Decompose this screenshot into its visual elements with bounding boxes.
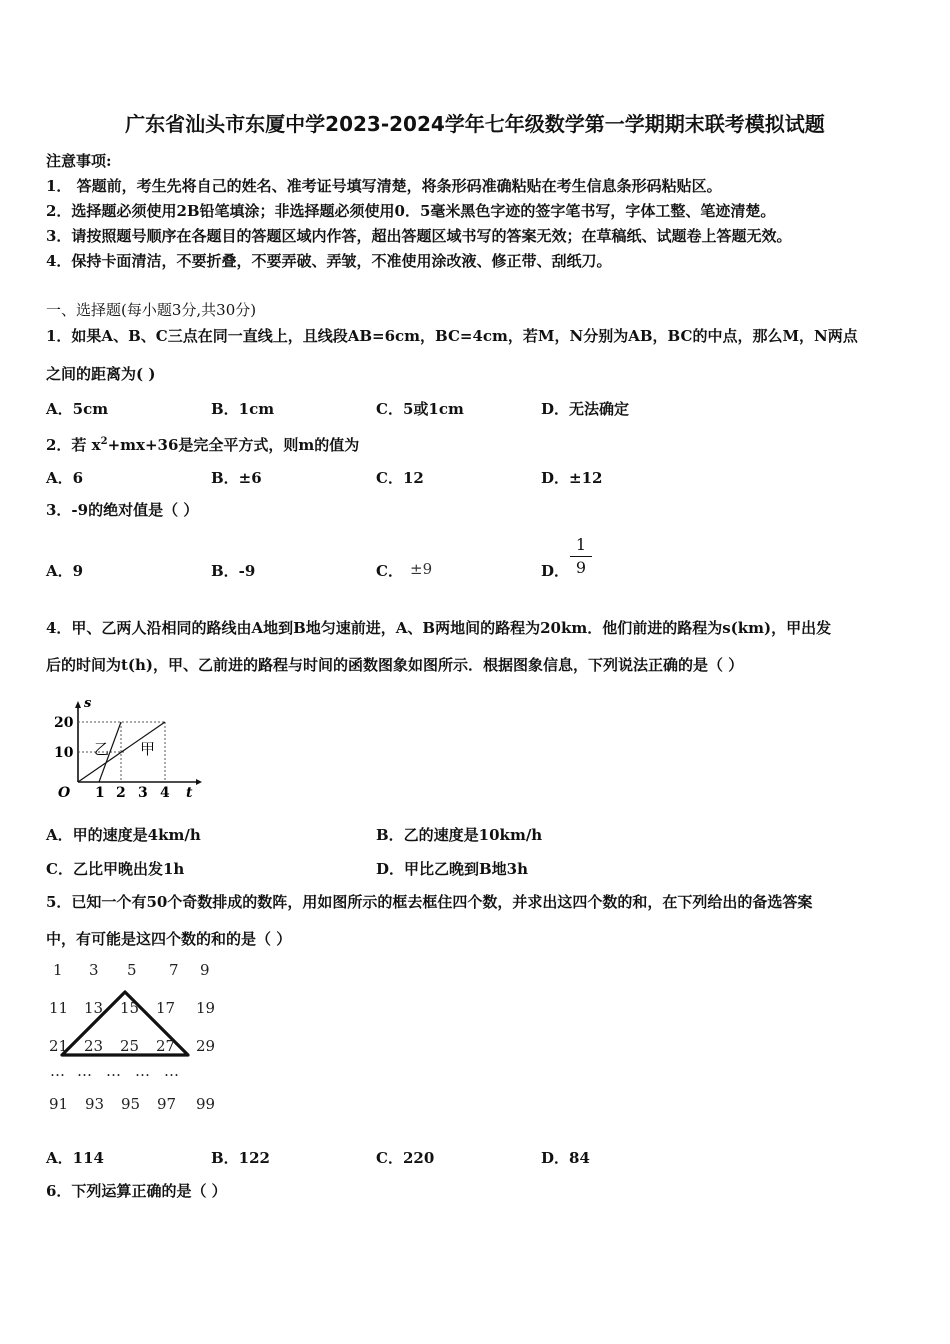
q5-stem-line2: 中，有可能是这四个数的和的是（ ） (46, 930, 292, 948)
origin-label: O (58, 785, 71, 801)
q4-graph (44, 695, 204, 805)
q4-option-c: C．乙比甲晚出发1h (46, 860, 185, 878)
grid-cell: … (77, 1062, 92, 1080)
line-label-jia: 甲 (140, 740, 156, 758)
grid-cell: 19 (196, 999, 216, 1017)
grid-cell: 93 (85, 1095, 105, 1113)
x-axis-arrow-icon (196, 779, 202, 785)
notice-item: 2．选择题必须使用2B铅笔填涂；非选择题必须使用0．5毫米黑色字迹的签字笔书写，字体工整、笔迹清楚。 (46, 202, 776, 220)
q3-option-c: C． (376, 562, 403, 580)
q5-stem-line1: 5．已知一个有50个奇数排成的数阵，用如图所示的框去框住四个数，并求出这四个数的和，在下列给出的备选答案 (46, 893, 813, 911)
q3-option-c-value: ±9 (410, 560, 433, 578)
grid-cell: 1 (53, 961, 63, 979)
q1-stem-line2: 之间的距离为( ) (46, 365, 156, 383)
grid-cell: 17 (156, 999, 176, 1017)
q1-option-d: D．无法确定 (541, 400, 630, 418)
notice-item: 1． 答题前，考生先将自己的姓名、准考证号填写清楚，将条形码准确粘贴在考生信息条形码粘贴区。 (46, 177, 722, 195)
grid-cell: 97 (157, 1095, 177, 1113)
q3-option-a: A．9 (46, 562, 84, 580)
grid-cell: 15 (120, 999, 140, 1017)
q4-option-a: A．甲的速度是4km/h (46, 826, 201, 844)
q2-stem-post: +mx+36是完全平方式，则m的值为 (107, 436, 360, 454)
q1-option-a: A．5cm (46, 400, 109, 418)
x-axis-label: t (186, 785, 193, 801)
fraction-denominator: 9 (575, 558, 587, 577)
q2-stem-pre: 2．若 x (46, 436, 101, 454)
y-tick-label: 20 (54, 715, 74, 731)
q2-option-b: B．±6 (211, 469, 262, 487)
triangle-frame (55, 988, 195, 1060)
grid-cell: 29 (196, 1037, 216, 1055)
grid-cell: … (135, 1062, 150, 1080)
grid-cell: … (106, 1062, 121, 1080)
x-tick-label: 3 (138, 785, 148, 801)
q4-stem-line1: 4．甲、乙两人沿相同的路线由A地到B地匀速前进，A、B两地间的路程为20km．他们前进的路程为s(km)，甲出发 (46, 619, 832, 637)
q5-option-a: A．114 (46, 1149, 104, 1167)
q4-option-d: D．甲比乙晚到B地3h (376, 860, 529, 878)
notice-heading: 注意事项: (46, 152, 112, 170)
q2-exponent: 2 (100, 436, 108, 447)
notice-item: 4．保持卡面清洁，不要折叠，不要弄破、弄皱，不准使用涂改液、修正带、刮纸刀。 (46, 252, 612, 270)
q2-stem (46, 432, 359, 455)
grid-cell: 5 (127, 961, 137, 979)
y-axis-arrow-icon (75, 701, 81, 708)
q2-option-d: D．±12 (541, 469, 603, 487)
section-heading: 一、选择题(每小题3分,共30分) (46, 301, 257, 319)
x-tick-label: 4 (160, 785, 170, 801)
grid-cell: 3 (89, 961, 99, 979)
grid-cell: 23 (84, 1037, 104, 1055)
notice-item: 3．请按照题号顺序在各题目的答题区域内作答，超出答题区域书写的答案无效；在草稿纸、试题卷上答题无效。 (46, 227, 792, 245)
q3-option-d-fraction (570, 534, 592, 579)
grid-cell: 99 (196, 1095, 216, 1113)
grid-cell: … (50, 1062, 65, 1080)
grid-cell: 9 (200, 961, 210, 979)
q5-option-b: B．122 (211, 1149, 270, 1167)
x-tick-label: 1 (95, 785, 105, 801)
q1-option-c: C．5或1cm (376, 400, 464, 418)
y-axis-label: s (84, 696, 92, 711)
q2-option-a: A．6 (46, 469, 84, 487)
y-tick-label: 10 (54, 745, 74, 761)
q5-option-c: C．220 (376, 1149, 435, 1167)
x-tick-label: 2 (116, 785, 126, 801)
q6-stem: 6．下列运算正确的是（ ） (46, 1182, 227, 1200)
q4-option-b: B．乙的速度是10km/h (376, 826, 543, 844)
grid-cell: 95 (121, 1095, 141, 1113)
page-title: 广东省汕头市东厦中学2023-2024学年七年级数学第一学期期末联考模拟试题 (125, 112, 825, 136)
line-label-yi: 乙 (94, 740, 110, 758)
q4-stem-line2: 后的时间为t(h)，甲、乙前进的路程与时间的函数图象如图所示．根据图象信息，下列说法正确的是（ ） (46, 656, 744, 674)
q3-option-d: D． (541, 562, 570, 580)
grid-cell: 11 (49, 999, 69, 1017)
q1-option-b: B．1cm (211, 400, 275, 418)
grid-cell: 25 (120, 1037, 140, 1055)
fraction-numerator: 1 (570, 534, 592, 557)
q3-stem: 3．-9的绝对值是（ ） (46, 501, 199, 519)
q2-option-c: C．12 (376, 469, 424, 487)
grid-cell: … (164, 1062, 179, 1080)
grid-cell: 7 (169, 961, 179, 979)
q5-option-d: D．84 (541, 1149, 590, 1167)
grid-cell: 21 (49, 1037, 69, 1055)
grid-cell: 27 (156, 1037, 176, 1055)
triangle-frame-shape (62, 992, 188, 1055)
q1-stem-line1: 1．如果A、B、C三点在同一直线上，且线段AB=6cm，BC=4cm，若M，N分别为AB，BC的中点，那么M，N两点 (46, 327, 858, 345)
grid-cell: 91 (49, 1095, 69, 1113)
q3-option-b: B．-9 (211, 562, 256, 580)
grid-cell: 13 (84, 999, 104, 1017)
